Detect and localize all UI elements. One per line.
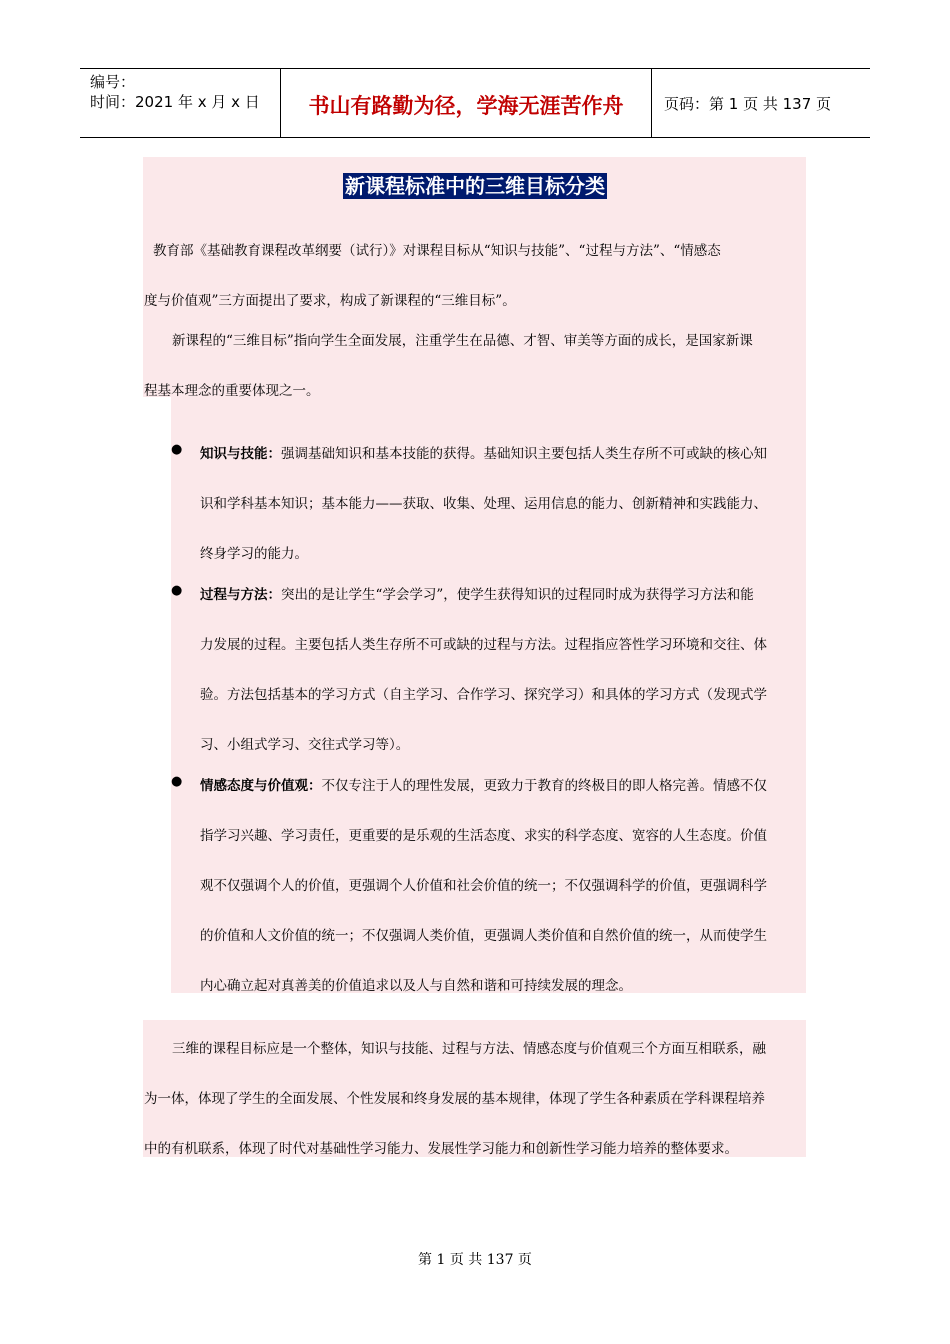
conclusion-line: 为一体，体现了学生的全面发展、个性发展和终身发展的基本规律，体现了学生各种素质在学科课程培养 — [144, 1091, 765, 1107]
page-title: 新课程标准中的三维目标分类 — [345, 174, 605, 198]
motto: 书山有路勤为径，学海无涯苦作舟 — [281, 69, 652, 137]
number-label: 编号： — [90, 73, 136, 91]
list-item-line: 识和学科基本知识；基本能力——获取、收集、处理、运用信息的能力、创新精神和实践能力、 — [200, 496, 767, 512]
conclusion-line: 三维的课程目标应是一个整体，知识与技能、过程与方法、情感态度与价值观三个方面互相联系，融 — [172, 1041, 766, 1057]
intro-line: 教育部《基础教育课程改革纲要（试行）》对课程目标从“知识与技能”、“过程与方法”、“情感态 — [153, 243, 721, 259]
list-item-line: 终身学习的能力。 — [200, 546, 308, 562]
list-item-line: 验。方法包括基本的学习方式（自主学习、合作学习、探究学习）和具体的学习方式（发现式学 — [200, 687, 767, 703]
term: 过程与方法： — [200, 587, 281, 603]
document-header — [80, 68, 870, 138]
list-item-line: 内心确立起对真善美的价值追求以及人与自然和谐和可持续发展的理念。 — [200, 978, 632, 994]
list-item-line: 情感态度与价值观：不仅专注于人的理性发展，更致力于教育的终极目的即人格完善。情感不仅 — [200, 778, 767, 794]
bullet-icon: ● — [171, 583, 183, 598]
list-item-line: 过程与方法：突出的是让学生“学会学习”，使学生获得知识的过程同时成为获得学习方法和能 — [200, 587, 754, 603]
list-item-line: 指学习兴趣、学习责任，更重要的是乐观的生活态度、求实的科学态度、宽容的人生态度。价值 — [200, 828, 767, 844]
time-label: 时间：2021 年 x 月 x 日 — [90, 93, 260, 111]
list-item-line: 知识与技能：强调基础知识和基本技能的获得。基础知识主要包括人类生存所不可或缺的核心知 — [200, 446, 767, 462]
bullet-icon: ● — [171, 442, 183, 457]
bullet-icon: ● — [171, 774, 183, 789]
page-footer: 第 1 页 共 137 页 — [418, 1252, 532, 1268]
intro-line: 度与价值观”三方面提出了要求，构成了新课程的“三维目标”。 — [144, 293, 516, 309]
header-meta-cell — [80, 69, 281, 137]
list-item-line: 力发展的过程。主要包括人类生存所不可或缺的过程与方法。过程指应答性学习环境和交往、体 — [200, 637, 767, 653]
page-info: 页码：第 1 页 共 137 页 — [664, 94, 832, 113]
list-item-line: 观不仅强调个人的价值，更强调个人价值和社会价值的统一；不仅强调科学的价值，更强调科学 — [200, 878, 767, 894]
list-item-line: 习、小组式学习、交往式学习等）。 — [200, 737, 410, 753]
term: 知识与技能： — [200, 446, 281, 462]
list-item-line: 的价值和人文价值的统一；不仅强调人类价值，更强调人类价值和自然价值的统一，从而使学生 — [200, 928, 767, 944]
intro-line: 新课程的“三维目标”指向学生全面发展，注重学生在品德、才智、审美等方面的成长，是国家新课 — [172, 333, 753, 349]
intro-line: 程基本理念的重要体现之一。 — [144, 383, 320, 399]
conclusion-line: 中的有机联系，体现了时代对基础性学习能力、发展性学习能力和创新性学习能力培养的整体要求。 — [144, 1141, 738, 1157]
term: 情感态度与价值观： — [200, 778, 322, 794]
